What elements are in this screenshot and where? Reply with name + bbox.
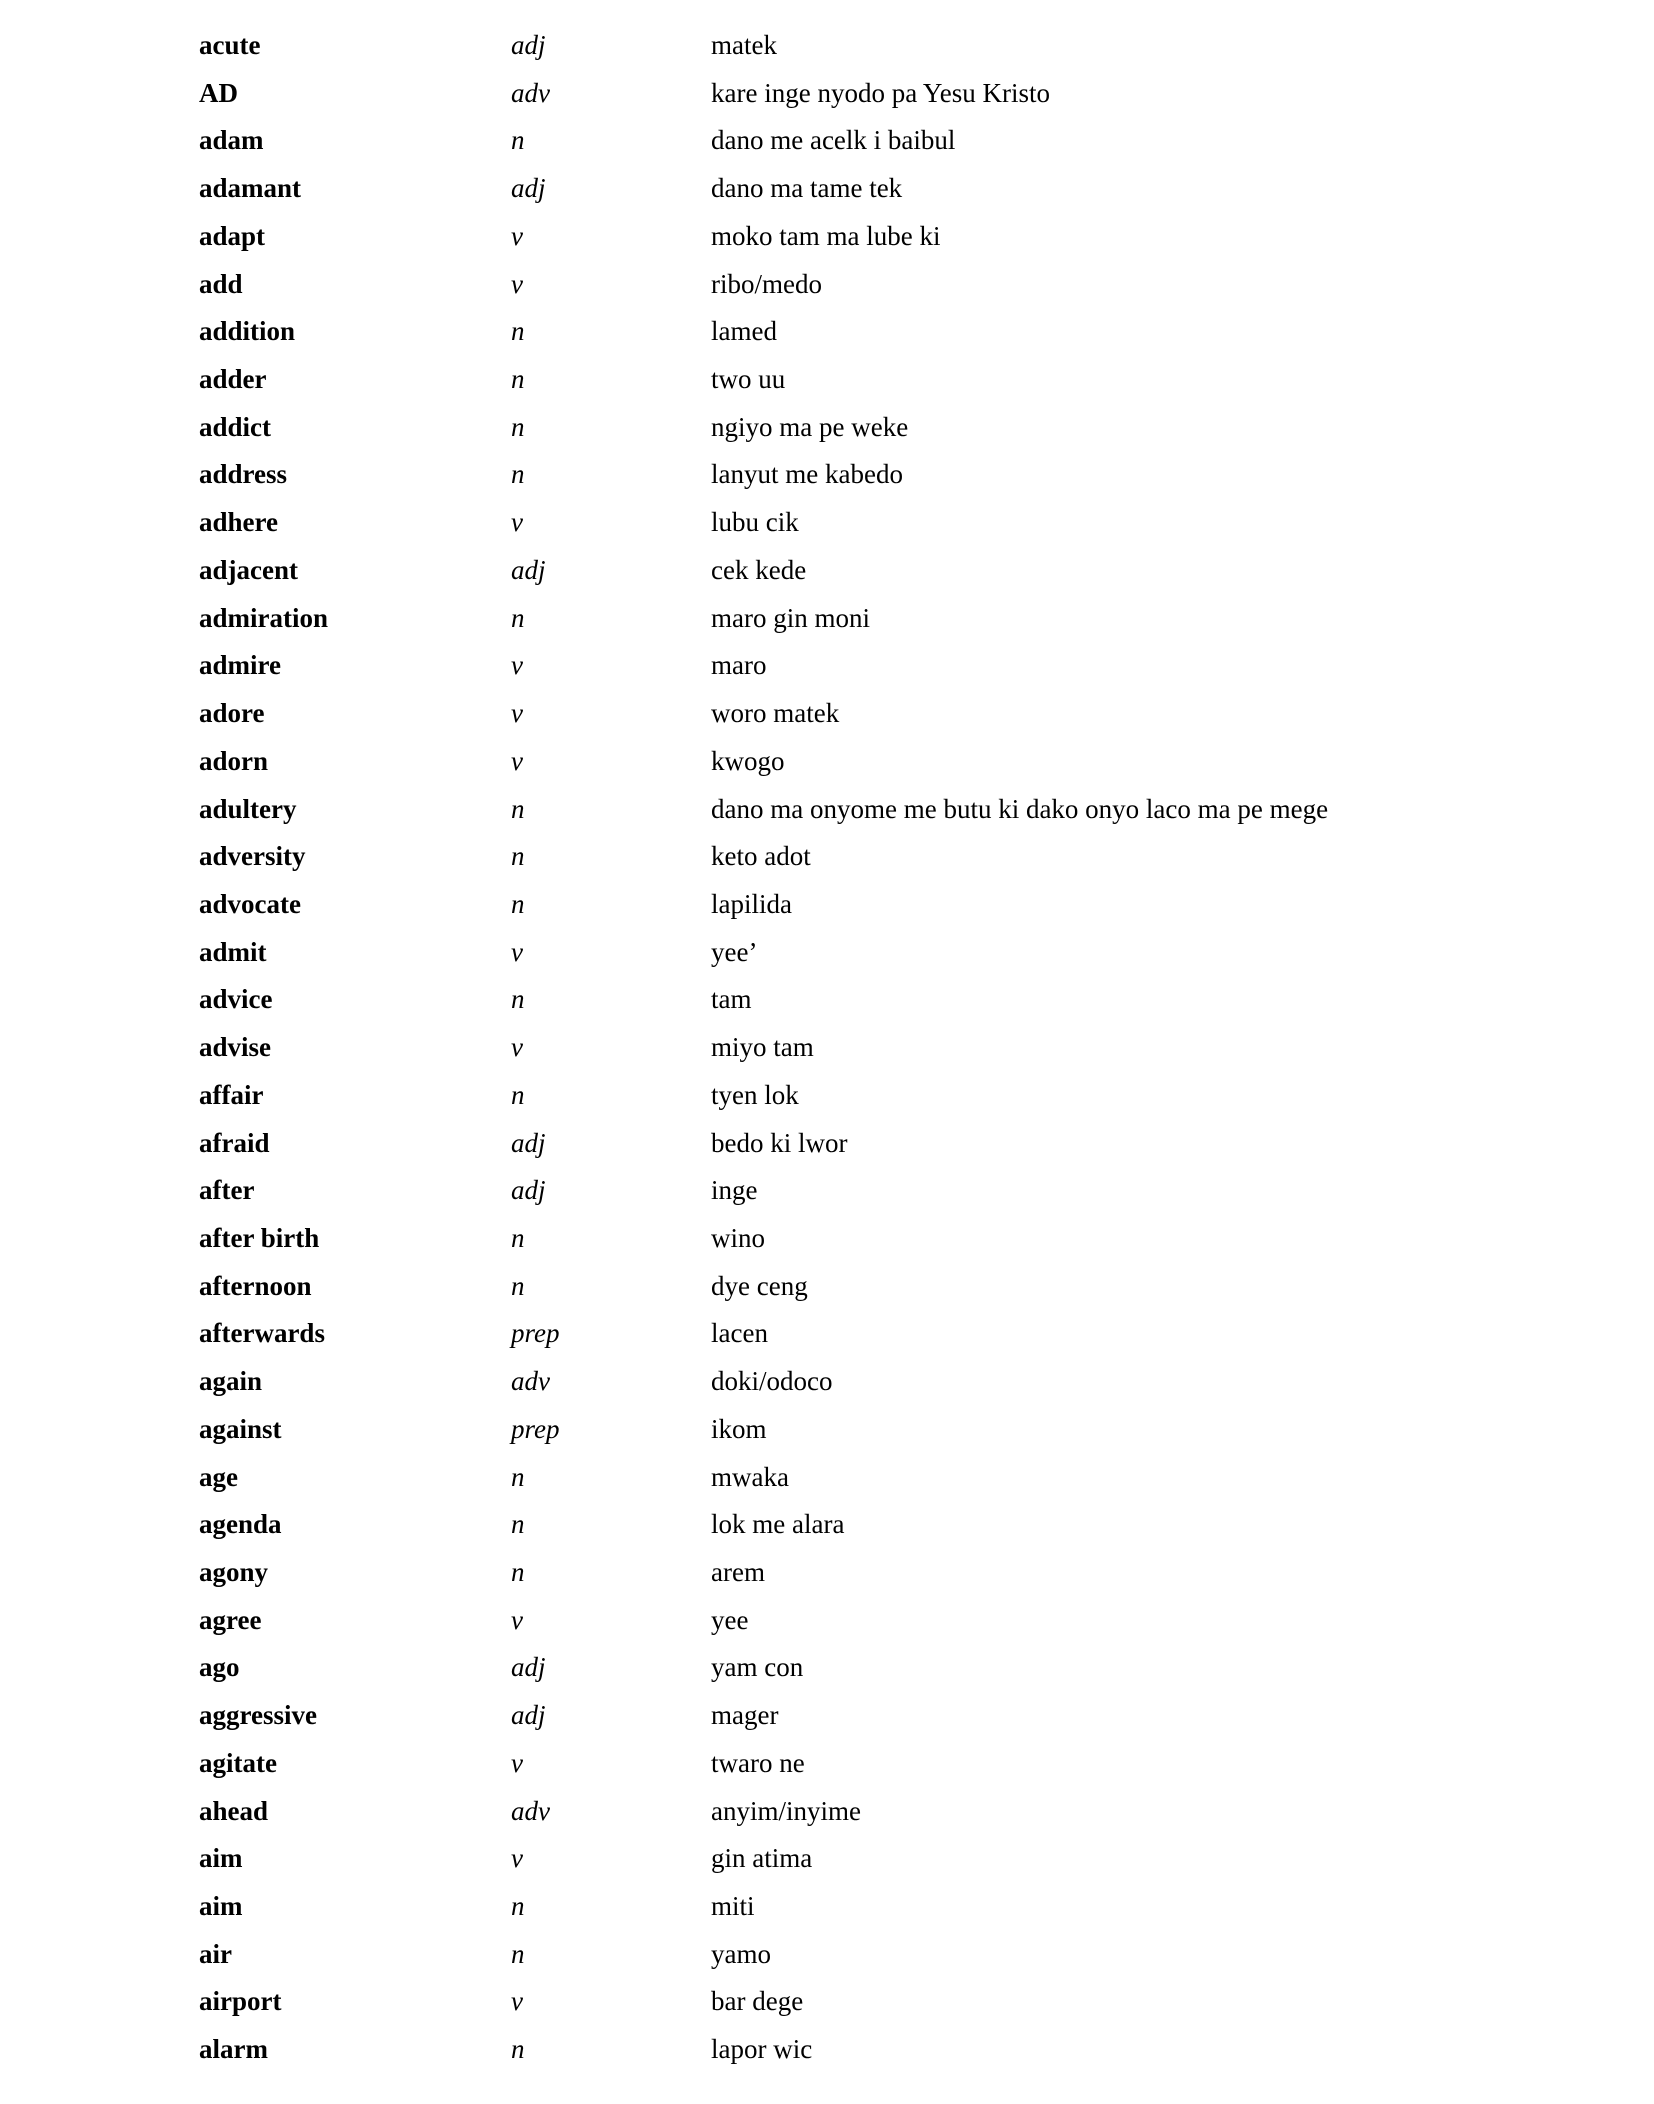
entry-translation: kwogo: [711, 745, 785, 776]
entry-translation: bedo ki lwor: [711, 1127, 848, 1158]
entry-word: advice: [199, 984, 273, 1015]
entry-part-of-speech: v: [511, 1032, 523, 1063]
entry-translation: lanyut me kabedo: [711, 459, 903, 490]
dictionary-entry: [199, 70, 1499, 118]
dictionary-entry: [199, 1740, 1499, 1788]
entry-word: addict: [199, 411, 272, 442]
dictionary-entry: [199, 881, 1499, 929]
dictionary-entry: [199, 261, 1499, 309]
entry-part-of-speech: n: [511, 1461, 525, 1492]
dictionary-entry: [199, 1358, 1499, 1406]
entry-part-of-speech: v: [511, 268, 523, 299]
entry-part-of-speech: n: [511, 125, 525, 156]
entry-word: add: [199, 268, 243, 299]
entry-word: AD: [199, 77, 238, 108]
entry-part-of-speech: v: [511, 745, 523, 776]
entry-word: afterwards: [199, 1318, 325, 1349]
entry-word: ago: [199, 1652, 240, 1683]
dictionary-entry: [199, 1024, 1499, 1072]
entry-translation: yam con: [711, 1652, 804, 1683]
entry-translation: kare inge nyodo pa Yesu Kristo: [711, 77, 1050, 108]
dictionary-entry: [199, 1597, 1499, 1645]
dictionary-entry: [199, 1310, 1499, 1358]
entry-word: against: [199, 1413, 282, 1444]
entry-translation: lacen: [711, 1318, 768, 1349]
dictionary-entry: [199, 213, 1499, 261]
entry-translation: lapor wic: [711, 2034, 813, 2065]
entry-part-of-speech: adj: [511, 1652, 546, 1683]
dictionary-entry: [199, 308, 1499, 356]
entry-word: adversity: [199, 841, 306, 872]
entry-translation: anyim/inyime: [711, 1795, 861, 1826]
dictionary-entry: [199, 1167, 1499, 1215]
entry-translation: mwaka: [711, 1461, 789, 1492]
entry-part-of-speech: v: [511, 1604, 523, 1635]
entry-part-of-speech: n: [511, 2034, 525, 2065]
entry-word: air: [199, 1938, 232, 1969]
entry-translation: tyen lok: [711, 1079, 799, 1110]
dictionary-entry: [199, 595, 1499, 643]
entry-part-of-speech: adj: [511, 173, 546, 204]
entry-translation: miti: [711, 1891, 755, 1922]
dictionary-entry: [199, 1549, 1499, 1597]
entry-part-of-speech: v: [511, 698, 523, 729]
entry-part-of-speech: n: [511, 1891, 525, 1922]
entry-translation: woro matek: [711, 698, 840, 729]
entry-word: airport: [199, 1986, 282, 2017]
entry-word: adore: [199, 698, 265, 729]
dictionary-entry: [199, 22, 1499, 70]
entry-translation: moko tam ma lube ki: [711, 220, 941, 251]
entry-word: adamant: [199, 173, 302, 204]
entry-part-of-speech: n: [511, 364, 525, 395]
entry-word: aim: [199, 1891, 243, 1922]
entry-part-of-speech: v: [511, 650, 523, 681]
entry-part-of-speech: n: [511, 1509, 525, 1540]
entry-translation: lamed: [711, 316, 777, 347]
entry-word: after: [199, 1175, 255, 1206]
entry-part-of-speech: n: [511, 316, 525, 347]
entry-translation: dano ma onyome me butu ki dako onyo laco ma pe mege: [711, 793, 1329, 824]
entry-word: adhere: [199, 507, 278, 538]
entry-part-of-speech: n: [511, 793, 525, 824]
entry-word: ahead: [199, 1795, 269, 1826]
entry-translation: dano ma tame tek: [711, 173, 903, 204]
dictionary-entry: [199, 547, 1499, 595]
dictionary-entry: [199, 1883, 1499, 1931]
dictionary-entry: [199, 1120, 1499, 1168]
dictionary-entry: [199, 1072, 1499, 1120]
entry-word: agree: [199, 1604, 262, 1635]
dictionary-entry: [199, 976, 1499, 1024]
dictionary-entry: [199, 1835, 1499, 1883]
entry-word: after birth: [199, 1222, 320, 1253]
entry-word: again: [199, 1366, 263, 1397]
dictionary-entry: [199, 451, 1499, 499]
entry-part-of-speech: n: [511, 459, 525, 490]
entry-word: alarm: [199, 2034, 268, 2065]
entry-translation: maro: [711, 650, 767, 681]
entry-part-of-speech: n: [511, 888, 525, 919]
entry-part-of-speech: adj: [511, 1127, 546, 1158]
entry-translation: tam: [711, 984, 752, 1015]
entry-translation: cek kede: [711, 554, 807, 585]
entry-translation: miyo tam: [711, 1032, 814, 1063]
dictionary-entry: [199, 404, 1499, 452]
dictionary-entry: [199, 1406, 1499, 1454]
entry-translation: wino: [711, 1222, 765, 1253]
entry-word: admit: [199, 936, 267, 967]
entry-part-of-speech: n: [511, 1079, 525, 1110]
entry-part-of-speech: adv: [511, 1795, 550, 1826]
entry-part-of-speech: v: [511, 1986, 523, 2017]
entry-word: acute: [199, 30, 261, 60]
entry-part-of-speech: v: [511, 220, 523, 251]
entry-word: aim: [199, 1843, 243, 1874]
entry-word: adapt: [199, 220, 266, 251]
dictionary-entry: [199, 738, 1499, 786]
dictionary-entry: [199, 1692, 1499, 1740]
entry-translation: bar dege: [711, 1986, 804, 2017]
dictionary-entry: [199, 642, 1499, 690]
entry-translation: matek: [711, 30, 777, 60]
entry-word: admire: [199, 650, 281, 681]
dictionary-entry: [199, 1263, 1499, 1311]
entry-translation: ngiyo ma pe weke: [711, 411, 909, 442]
dictionary-entry: [199, 499, 1499, 547]
entry-translation: ikom: [711, 1413, 767, 1444]
entry-word: aggressive: [199, 1700, 317, 1731]
entry-part-of-speech: n: [511, 841, 525, 872]
entry-part-of-speech: v: [511, 1843, 523, 1874]
entry-part-of-speech: n: [511, 1938, 525, 1969]
entry-translation: inge: [711, 1175, 758, 1206]
entry-word: advocate: [199, 888, 301, 919]
entry-word: adultery: [199, 793, 297, 824]
entry-word: adorn: [199, 745, 269, 776]
entry-word: advise: [199, 1032, 272, 1063]
entry-word: agony: [199, 1557, 269, 1587]
entry-part-of-speech: adv: [511, 1366, 550, 1397]
entry-translation: yee’: [711, 936, 758, 967]
entry-part-of-speech: n: [511, 984, 525, 1015]
entry-part-of-speech: adj: [511, 1175, 546, 1206]
dictionary-entry: [199, 1978, 1499, 2026]
entry-translation: lok me alara: [711, 1509, 845, 1540]
entry-word: agenda: [199, 1509, 282, 1540]
entry-part-of-speech: n: [511, 1222, 525, 1253]
dictionary-entry: [199, 165, 1499, 213]
dictionary-entry: [199, 356, 1499, 404]
dictionary-entry: [199, 1931, 1499, 1979]
entry-part-of-speech: prep: [511, 1413, 560, 1444]
entry-part-of-speech: n: [511, 1557, 525, 1587]
dictionary-entry: [199, 786, 1499, 834]
entry-part-of-speech: n: [511, 411, 525, 442]
entry-translation: maro gin moni: [711, 602, 870, 633]
entry-translation: gin atima: [711, 1843, 813, 1874]
entry-translation: two uu: [711, 364, 786, 395]
entry-part-of-speech: prep: [511, 1318, 560, 1349]
entry-translation: yamo: [711, 1938, 771, 1969]
dictionary-entry: [199, 2026, 1499, 2074]
entry-translation: yee: [711, 1604, 749, 1635]
entry-translation: keto adot: [711, 841, 811, 872]
dictionary-entry: [199, 690, 1499, 738]
entry-word: affair: [199, 1079, 264, 1110]
dictionary-entry: [199, 117, 1499, 165]
entry-word: adjacent: [199, 554, 298, 585]
entry-word: agitate: [199, 1747, 277, 1778]
entry-part-of-speech: n: [511, 1270, 525, 1301]
entry-part-of-speech: adj: [511, 1700, 546, 1731]
entry-part-of-speech: adj: [511, 30, 546, 60]
entry-translation: twaro ne: [711, 1747, 805, 1778]
entry-word: adam: [199, 125, 264, 156]
entry-word: afternoon: [199, 1270, 312, 1301]
entry-word: admiration: [199, 602, 329, 633]
entry-translation: lubu cik: [711, 507, 799, 538]
dictionary-entry: [199, 1454, 1499, 1502]
entry-translation: ribo/medo: [711, 268, 822, 299]
dictionary-entry: [199, 1501, 1499, 1549]
entry-translation: mager: [711, 1700, 779, 1731]
entry-part-of-speech: v: [511, 1747, 523, 1778]
entry-part-of-speech: adj: [511, 554, 546, 585]
entry-translation: dye ceng: [711, 1270, 808, 1301]
entry-translation: lapilida: [711, 888, 792, 919]
entry-word: addition: [199, 316, 296, 347]
entry-translation: dano me acelk i baibul: [711, 125, 956, 156]
entry-part-of-speech: n: [511, 602, 525, 633]
dictionary-entry: [199, 1644, 1499, 1692]
entry-translation: doki/odoco: [711, 1366, 833, 1397]
entry-word: afraid: [199, 1127, 270, 1158]
entry-part-of-speech: v: [511, 507, 523, 538]
dictionary-entry: [199, 1215, 1499, 1263]
entry-word: address: [199, 459, 288, 490]
entry-word: adder: [199, 364, 267, 395]
entry-part-of-speech: v: [511, 936, 523, 967]
entry-translation: arem: [711, 1557, 765, 1587]
entry-word: age: [199, 1461, 238, 1492]
dictionary-entry-list: [199, 22, 1499, 2074]
entry-part-of-speech: adv: [511, 77, 550, 108]
dictionary-entry: [199, 833, 1499, 881]
dictionary-entry: [199, 929, 1499, 977]
dictionary-entry: [199, 1788, 1499, 1836]
